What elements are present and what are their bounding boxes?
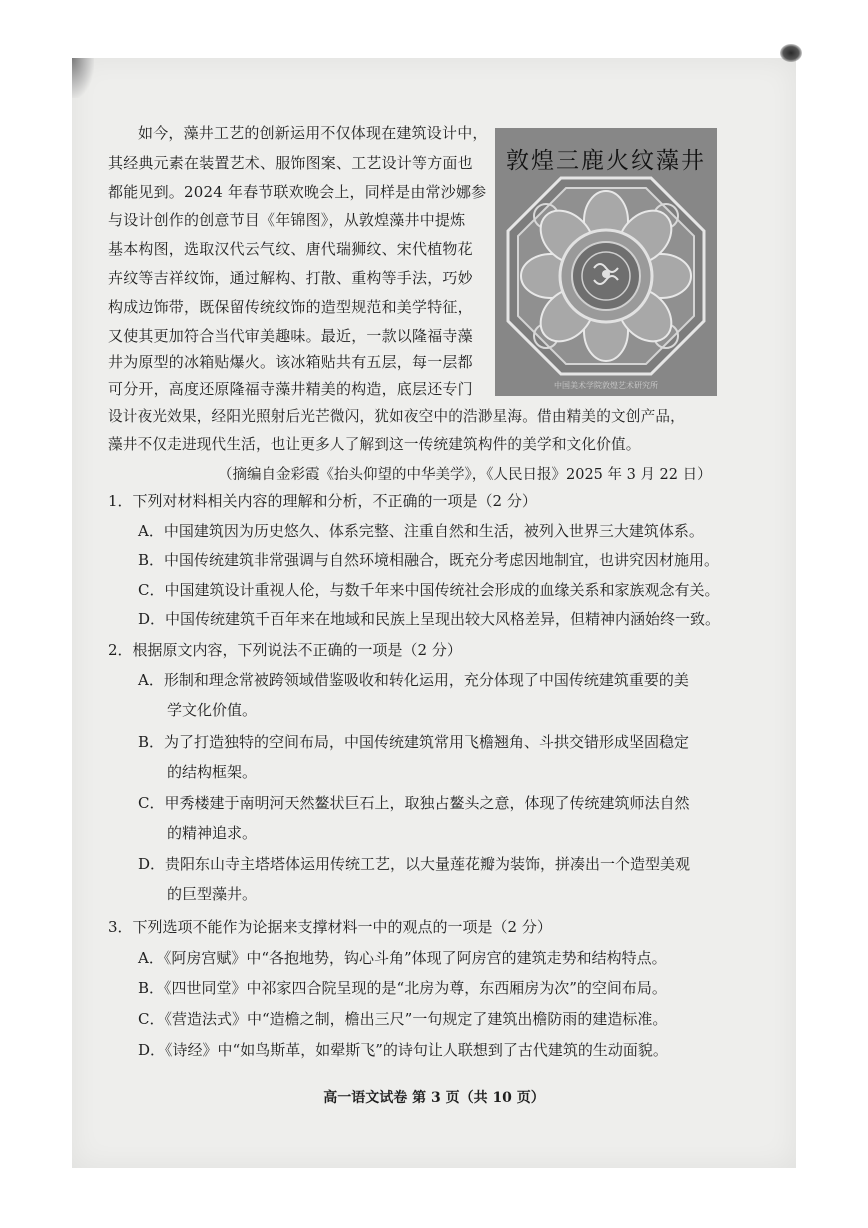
paragraph-line: 其经典元素在装置艺术、服饰图案、工艺设计等方面也 xyxy=(108,154,473,172)
question-2-option-a: A．形制和理念常被跨领域借鉴吸收和转化运用，充分体现了中国传统建筑重要的美 xyxy=(138,671,689,689)
question-2-option-c-cont: 的精神追求。 xyxy=(167,824,258,842)
source-citation: （摘编自金彩霞《抬头仰望的中华美学》，《人民日报》2025 年 3 月 22 日） xyxy=(218,467,712,483)
question-1-option-d: D．中国传统建筑千百年来在地域和民族上呈现出较大风格差异，但精神内涵始终一致。 xyxy=(138,610,721,628)
question-2-stem: 2．根据原文内容，下列说法不正确的一项是（2 分） xyxy=(108,641,462,659)
scan-smudge xyxy=(72,58,94,98)
paragraph-line: 又使其更加符合当代审美趣味。最近，一款以隆福寺藻 xyxy=(108,327,473,345)
question-2-option-b: B．为了打造独特的空间布局，中国传统建筑常用飞檐翘角、斗拱交错形成坚固稳定 xyxy=(138,733,690,751)
paragraph-line: 构成边饰带，既保留传统纹饰的造型规范和美学特征， xyxy=(108,298,473,316)
question-3-option-b: B．《四世同堂》中祁家四合院呈现的是“北房为尊，东西厢房为次”的空间布局。 xyxy=(138,979,667,997)
question-2-option-c: C．甲秀楼建于南明河天然鳌状巨石上，取独占鳌头之意，体现了传统建筑师法自然 xyxy=(138,794,690,812)
caisson-pattern-image xyxy=(506,176,706,376)
caisson-figure xyxy=(495,128,717,396)
paragraph-line: 可分开，高度还原隆福寺藻井精美的构造，底层还专门 xyxy=(108,380,473,398)
question-1-option-b: B．中国传统建筑非常强调与自然环境相融合，既充分考虑因地制宜，也讲究因材施用。 xyxy=(138,551,720,569)
paragraph-line: 卉纹等吉祥纹饰，通过解构、打散、重构等手法，巧妙 xyxy=(108,269,473,287)
question-3-option-d: D．《诗经》中“如鸟斯革，如翚斯飞”的诗句让人联想到了古代建筑的生动面貌。 xyxy=(138,1041,668,1059)
figure-title: 敦煌三鹿火纹藻井 xyxy=(506,148,706,174)
question-3-option-a: A．《阿房宫赋》中“各抱地势，钩心斗角”体现了阿房宫的建筑走势和结构特点。 xyxy=(138,949,667,967)
question-2-option-d-cont: 的巨型藻井。 xyxy=(167,885,258,903)
paragraph-line: 井为原型的冰箱贴爆火。该冰箱贴共有五层，每一层都 xyxy=(108,353,473,371)
paragraph-line: 藻井不仅走进现代生活，也让更多人了解到这一传统建筑构件的美学和文化价值。 xyxy=(108,436,641,453)
paragraph-line: 设计夜光效果，经阳光照射后光芒微闪，犹如夜空中的浩渺星海。借由精美的文创产品， xyxy=(108,408,685,425)
question-2-option-d: D．贵阳东山寺主塔塔体运用传统工艺，以大量莲花瓣为装饰，拼凑出一个造型美观 xyxy=(138,855,691,873)
question-2-option-a-cont: 学文化价值。 xyxy=(167,701,258,719)
question-1-stem: 1．下列对材料相关内容的理解和分析，不正确的一项是（2 分） xyxy=(108,492,537,510)
scan-mark xyxy=(780,44,802,62)
paragraph-line: 基本构图，选取汉代云气纹、唐代瑞狮纹、宋代植物花 xyxy=(108,240,473,258)
paragraph-line: 与设计创作的创意节目《年锦图》，从敦煌藻井中提炼 xyxy=(108,211,466,229)
question-3-option-c: C．《营造法式》中“造檐之制，檐出三尺”一句规定了建筑出檐防雨的建造标准。 xyxy=(138,1010,668,1028)
question-1-option-c: C．中国建筑设计重视人伦，与数千年来中国传统社会形成的血缘关系和家族观念有关。 xyxy=(138,581,720,599)
question-2-option-b-cont: 的结构框架。 xyxy=(167,763,258,781)
figure-caption: 中国美术学院敦煌艺术研究所 xyxy=(554,381,658,390)
paragraph-line: 都能见到。2024 年春节联欢晚会上，同样是由常沙娜参 xyxy=(108,183,487,201)
question-3-stem: 3．下列选项不能作为论据来支撑材料一中的观点的一项是（2 分） xyxy=(108,918,552,936)
page-footer: 高一语文试卷 第 3 页（共 10 页） xyxy=(323,1090,545,1106)
question-1-option-a: A．中国建筑因为历史悠久、体系完整、注重自然和生活，被列入世界三大建筑体系。 xyxy=(138,522,704,540)
paragraph-line: 如今，藻井工艺的创新运用不仅体现在建筑设计中， xyxy=(138,124,488,142)
